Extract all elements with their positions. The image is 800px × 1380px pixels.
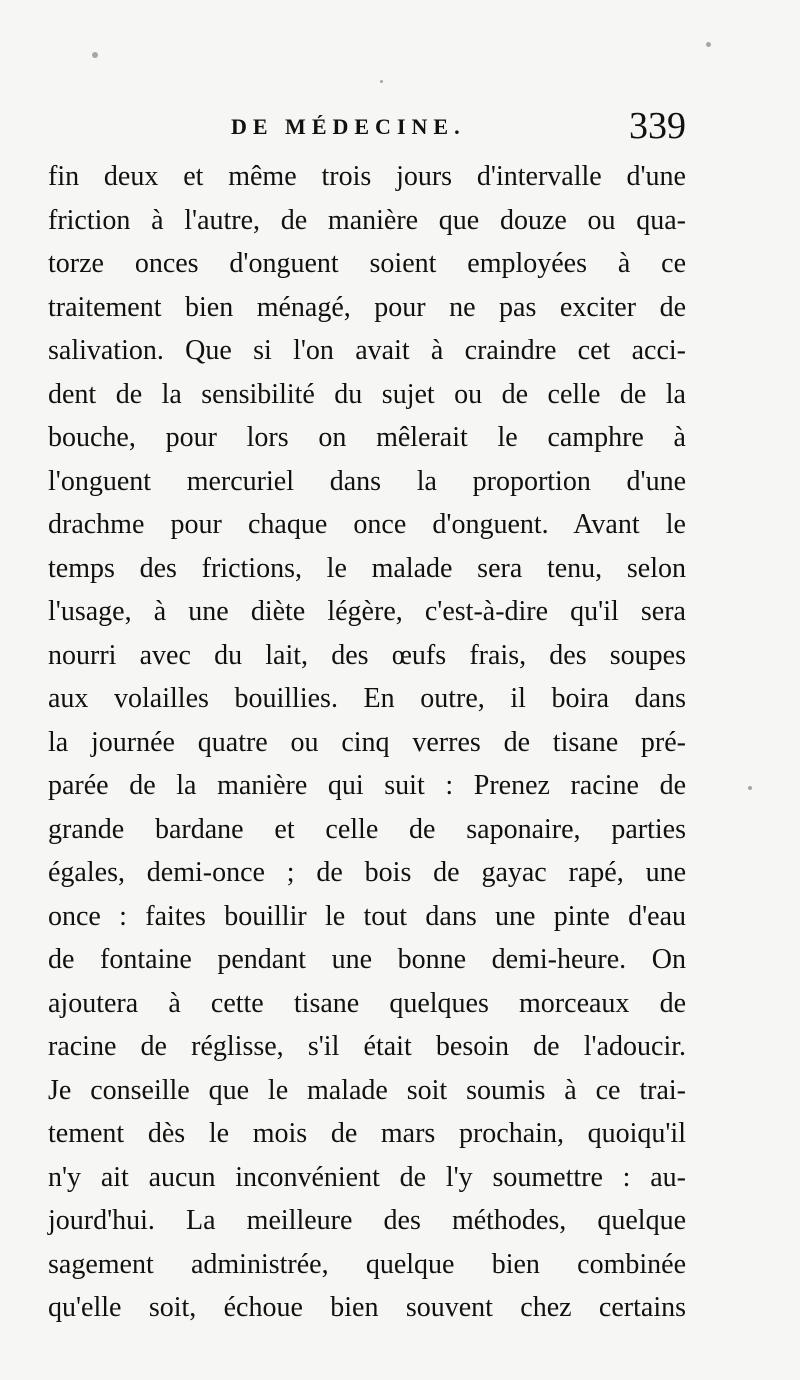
text-line: traitement bien ménagé, pour ne pas exciter de bbox=[48, 291, 686, 323]
body-text bbox=[48, 155, 686, 1330]
text-line: la journée quatre ou cinq verres de tisane pré- bbox=[48, 726, 686, 758]
ink-speck bbox=[380, 80, 383, 83]
text-line: égales, demi-once ; de bois de gayac rapé, une bbox=[48, 857, 686, 888]
text-line: drachme pour chaque once d'onguent. Avant le bbox=[48, 509, 686, 540]
text-line: temps des frictions, le malade sera tenu, selon bbox=[48, 552, 686, 584]
text-line: ajoutera à cette tisane quelques morceaux de bbox=[48, 987, 686, 1019]
text-line: bouche, pour lors on mêlerait le camphre à bbox=[48, 422, 686, 453]
ink-speck bbox=[748, 786, 752, 790]
page-number: 339 bbox=[629, 105, 686, 147]
text-line: l'usage, à une diète légère, c'est-à-dire qu'il sera bbox=[48, 596, 686, 627]
text-line: racine de réglisse, s'il était besoin de l'adoucir. bbox=[48, 1031, 686, 1062]
text-line: sagement administrée, quelque bien combinée bbox=[48, 1248, 686, 1280]
text-line: grande bardane et celle de saponaire, parties bbox=[48, 813, 686, 845]
page-header bbox=[46, 104, 686, 156]
text-line: qu'elle soit, échoue bien souvent chez certains bbox=[48, 1292, 686, 1323]
ink-speck bbox=[706, 42, 711, 47]
text-line: parée de la manière qui suit : Prenez racine de bbox=[48, 770, 686, 801]
text-line: dent de la sensibilité du sujet ou de celle de la bbox=[48, 378, 686, 410]
text-line: torze onces d'onguent soient employées à ce bbox=[48, 248, 686, 279]
text-line: l'onguent mercuriel dans la proportion d'une bbox=[48, 465, 686, 497]
text-line: de fontaine pendant une bonne demi-heure. On bbox=[48, 944, 686, 975]
ink-speck bbox=[92, 52, 98, 58]
text-line: fin deux et même trois jours d'intervalle d'une bbox=[48, 161, 686, 192]
running-head: DE MÉDECINE. bbox=[231, 114, 466, 139]
text-line: once : faites bouillir le tout dans une pinte d'eau bbox=[48, 900, 686, 932]
text-line: n'y ait aucun inconvénient de l'y soumettre : au- bbox=[48, 1161, 686, 1193]
text-line: tement dès le mois de mars prochain, quoiqu'il bbox=[48, 1118, 686, 1149]
text-line: jourd'hui. La meilleure des méthodes, quelque bbox=[48, 1205, 686, 1236]
text-line: Je conseille que le malade soit soumis à ce trai- bbox=[48, 1074, 686, 1106]
text-line: friction à l'autre, de manière que douze ou qua- bbox=[48, 204, 686, 236]
text-line: aux volailles bouillies. En outre, il boira dans bbox=[48, 683, 686, 714]
text-line: nourri avec du lait, des œufs frais, des soupes bbox=[48, 639, 686, 671]
text-line: salivation. Que si l'on avait à craindre cet acci- bbox=[48, 335, 686, 366]
